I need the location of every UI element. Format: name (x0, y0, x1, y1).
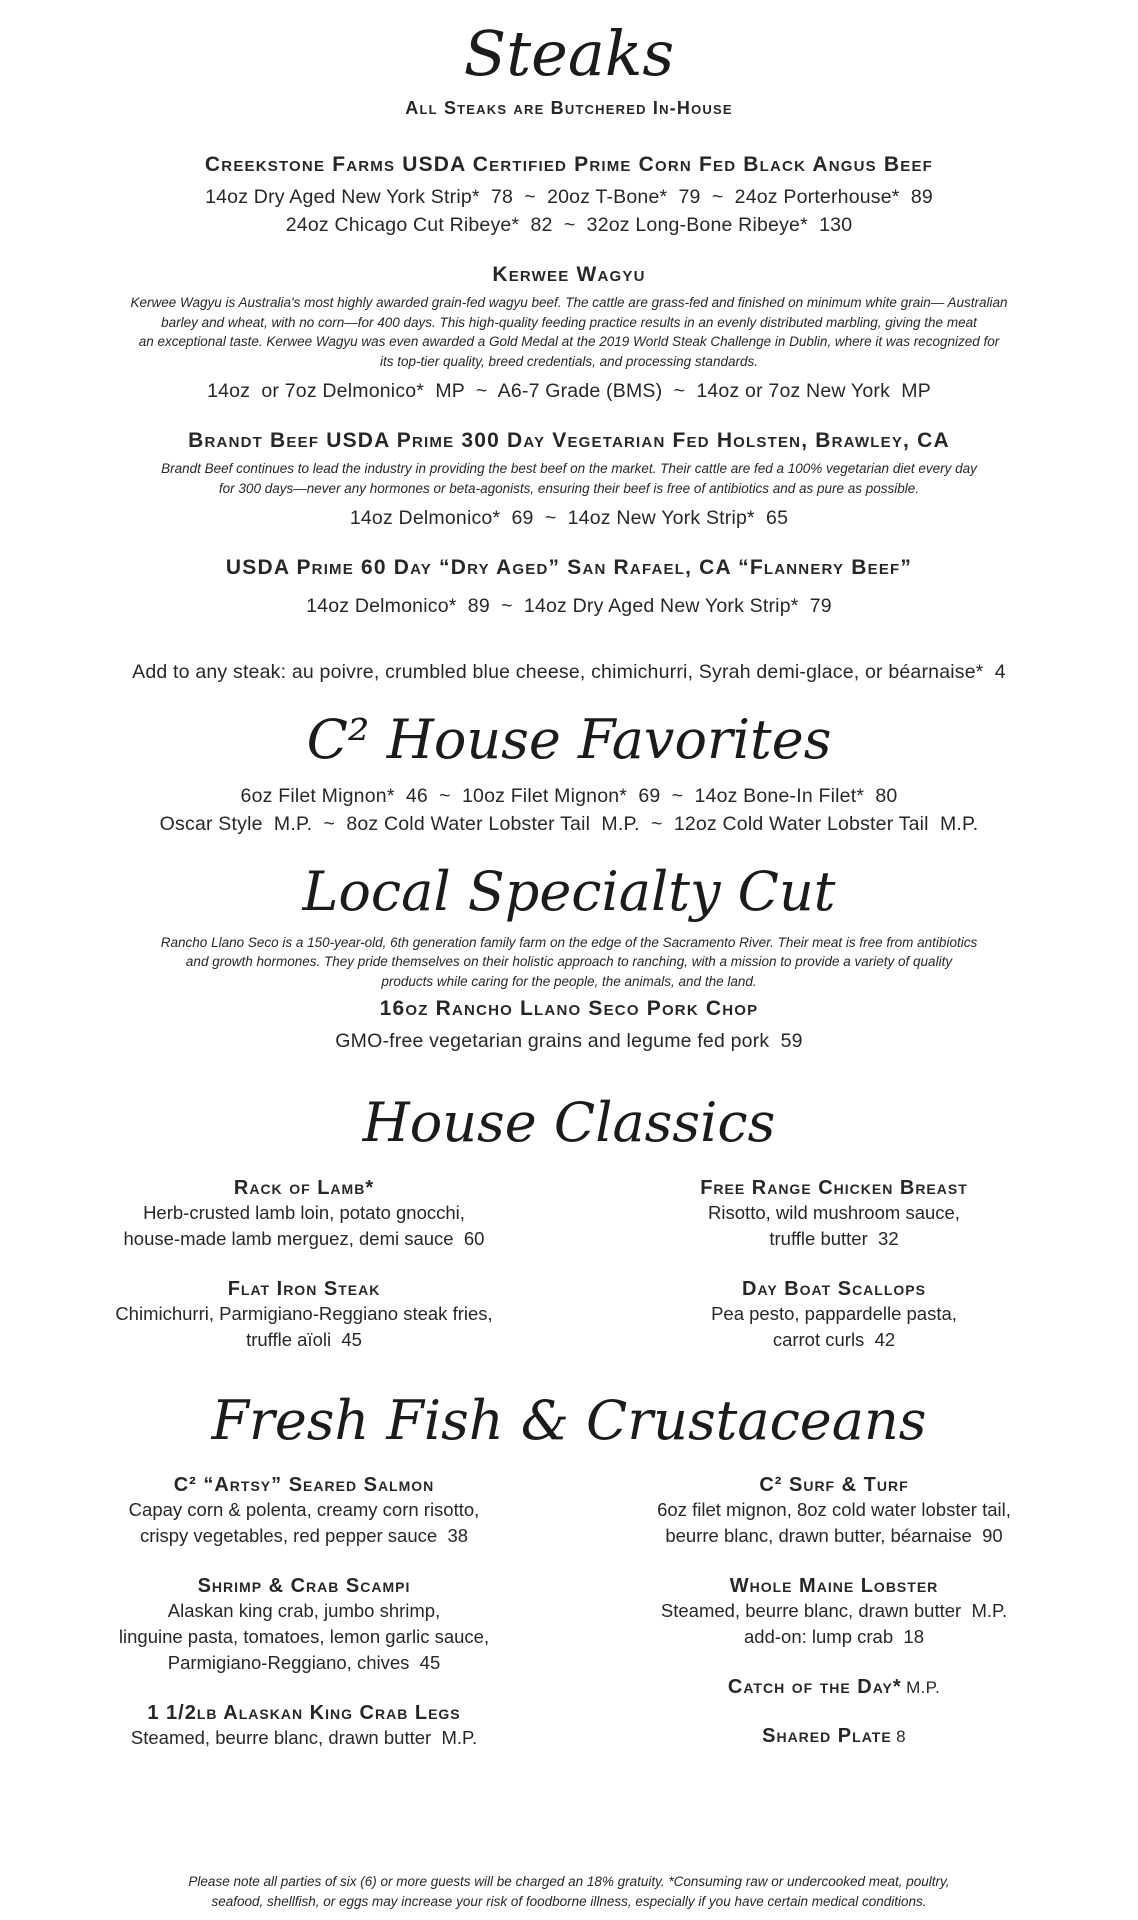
dish-day-boat-scallops (569, 1278, 1099, 1353)
dish-rack-of-lamb (39, 1177, 569, 1252)
footer-note (0, 1872, 1138, 1911)
dish-shrimp-crab-scampi (39, 1575, 569, 1676)
dish-description: carrot curls 42 (772, 1328, 896, 1350)
dish-name: C² Surf & Turf (759, 1474, 909, 1497)
price-line: 14oz Dry Aged New York Strip* 78 ~ 20oz T-Bone* 79 ~ 24oz Porterhouse* 89 (205, 186, 933, 209)
house-classics-left-column (39, 1177, 569, 1379)
dish-name: Whole Maine Lobster (729, 1575, 939, 1598)
price-line: 6oz Filet Mignon* 46 ~ 10oz Filet Mignon* 69 ~ 14oz Bone-In Filet* 80 (240, 784, 898, 807)
fresh-fish-right-column (569, 1474, 1099, 1774)
footer-note-line: seafood, shellfish, or eggs may increase your risk of foodborne illness, especially if you have certain medical conditions. (211, 1893, 927, 1909)
section-description: for 300 days—never any hormones or beta-agonists, ensuring their beef is free of antibiotics and as pure as possible. (218, 480, 920, 496)
dish-name: Catch of the Day* (727, 1676, 902, 1699)
price-line: 14oz Delmonico* 69 ~ 14oz New York Strip* 65 (349, 507, 789, 530)
dish-price: 8 (896, 1727, 906, 1747)
section-description: barley and wheat, with no corn—for 400 days. This high-quality feeding practice results in an evenly distributed marbling, giving the meat (161, 314, 977, 330)
dish-name: Flat Iron Steak (227, 1277, 381, 1300)
dish-price: M.P. (906, 1678, 941, 1698)
section-title-house-classics: House Classics (362, 1091, 776, 1155)
dish-description: truffle aïoli 45 (246, 1328, 362, 1350)
dish-name-pork-chop: 16oz Rancho Llano Seco Pork Chop (379, 997, 759, 1021)
fresh-fish-columns (39, 1474, 1099, 1777)
section-heading-kerwee: Kerwee Wagyu (492, 263, 646, 287)
dish-name: 1 1/2lb Alaskan King Crab Legs (147, 1702, 461, 1725)
price-line: Oscar Style M.P. ~ 8oz Cold Water Lobster Tail M.P. ~ 12oz Cold Water Lobster Tail M.P. (159, 812, 979, 835)
fresh-fish-left-column (39, 1474, 569, 1777)
dish-description: linguine pasta, tomatoes, lemon garlic sauce, (118, 1626, 490, 1648)
footer-note-line: Please note all parties of six (6) or more guests will be charged an 18% gratuity. *Consuming raw or undercooked meat, poultry, (188, 1874, 950, 1889)
dish-whole-maine-lobster (569, 1575, 1099, 1650)
dish-description: 6oz filet mignon, 8oz cold water lobster tail, (657, 1499, 1011, 1521)
price-line: 24oz Chicago Cut Ribeye* 82 ~ 32oz Long-Bone Ribeye* 130 (285, 214, 853, 237)
dish-description: Parmigiano-Reggiano, chives 45 (167, 1652, 441, 1674)
section-description: Brandt Beef continues to lead the industry in providing the best beef on the market. Their cattle are fed a 100% vegetarian diet every day (161, 461, 977, 477)
section-description: Kerwee Wagyu is Australia's most highly awarded grain-fed wagyu beef. The cattle are grass-fed and finished on minimum white grain— Australian (130, 295, 1008, 311)
menu-subtitle: All Steaks are Butchered In-House (405, 98, 733, 119)
dish-description: Capay corn & polenta, creamy corn risotto, (128, 1499, 480, 1521)
dish-description: Chimichurri, Parmigiano-Reggiano steak fries, (115, 1302, 493, 1324)
section-description: and growth hormones. They pride themselves on their holistic approach to ranching, with a mission to provide a variety of quality (185, 954, 953, 970)
dish-description: beurre blanc, drawn butter, béarnaise 90 (665, 1525, 1003, 1547)
dish-name: Shrimp & Crab Scampi (197, 1575, 411, 1598)
dish-description: Steamed, beurre blanc, drawn butter M.P. (130, 1727, 478, 1749)
dish-seared-salmon (39, 1474, 569, 1549)
dish-description: Steamed, beurre blanc, drawn butter M.P. (660, 1600, 1008, 1622)
section-heading-flannery: USDA Prime 60 Day “Dry Aged” San Rafael, CA “Flannery Beef” (225, 556, 913, 580)
dish-name: Rack of Lamb* (233, 1176, 375, 1199)
house-classics-right-column (569, 1177, 1099, 1379)
dish-description: crispy vegetables, red pepper sauce 38 (139, 1525, 469, 1547)
price-line: 14oz or 7oz Delmonico* MP ~ A6-7 Grade (BMS) ~ 14oz or 7oz New York MP (207, 380, 931, 403)
section-description: its top-tier quality, breed credentials, and processing standards. (380, 353, 758, 369)
dish-description: house-made lamb merguez, demi sauce 60 (123, 1227, 485, 1249)
dish-free-range-chicken (569, 1177, 1099, 1252)
dish-description: add-on: lump crab 18 (744, 1626, 924, 1648)
section-title-house-favorites: C² House Favorites (306, 708, 832, 772)
dish-description: Pea pesto, pappardelle pasta, (711, 1302, 957, 1324)
dish-name: C² “Artsy” Seared Salmon (173, 1474, 435, 1497)
section-description: Rancho Llano Seco is a 150-year-old, 6th generation family farm on the edge of the Sacramento River. Their meat is free from antibiotics (160, 934, 978, 950)
dish-surf-and-turf (569, 1474, 1099, 1549)
section-description: an exceptional taste. Kerwee Wagyu was even awarded a Gold Medal at the 2019 World Steak Challenge in Dublin, where it was recognized for (138, 334, 1000, 350)
dish-name: Free Range Chicken Breast (700, 1176, 968, 1199)
house-classics-columns (39, 1177, 1099, 1379)
dish-catch-of-the-day (569, 1676, 1099, 1699)
dish-name: Shared Plate (762, 1725, 892, 1748)
section-heading-creekstone: Creekstone Farms USDA Certified Prime Corn Fed Black Angus Beef (204, 153, 934, 177)
section-title-local-specialty: Local Specialty Cut (302, 859, 836, 923)
dish-description: Alaskan king crab, jumbo shrimp, (167, 1600, 441, 1622)
dish-shared-plate (569, 1725, 1099, 1748)
steak-addons-line: Add to any steak: au poivre, crumbled blue cheese, chimichurri, Syrah demi-glace, or béarnaise* 4 (132, 661, 1006, 684)
dish-description: Risotto, wild mushroom sauce, (708, 1201, 960, 1223)
price-line: GMO-free vegetarian grains and legume fed pork 59 (335, 1030, 803, 1053)
section-heading-brandt: Brandt Beef USDA Prime 300 Day Vegetarian Fed Holsten, Brawley, CA (188, 429, 950, 453)
dish-description: Herb-crusted lamb loin, potato gnocchi, (143, 1201, 465, 1223)
dish-description: truffle butter 32 (769, 1227, 899, 1249)
dish-name: Day Boat Scallops (742, 1277, 926, 1300)
dish-flat-iron-steak (39, 1278, 569, 1353)
section-description: products while caring for the people, the animals, and the land. (381, 973, 757, 989)
page-title: Steaks (463, 17, 675, 90)
price-line: 14oz Delmonico* 89 ~ 14oz Dry Aged New York Strip* 79 (306, 595, 832, 618)
section-title-fresh-fish: Fresh Fish & Crustaceans (211, 1388, 927, 1452)
dish-king-crab-legs (39, 1702, 569, 1751)
